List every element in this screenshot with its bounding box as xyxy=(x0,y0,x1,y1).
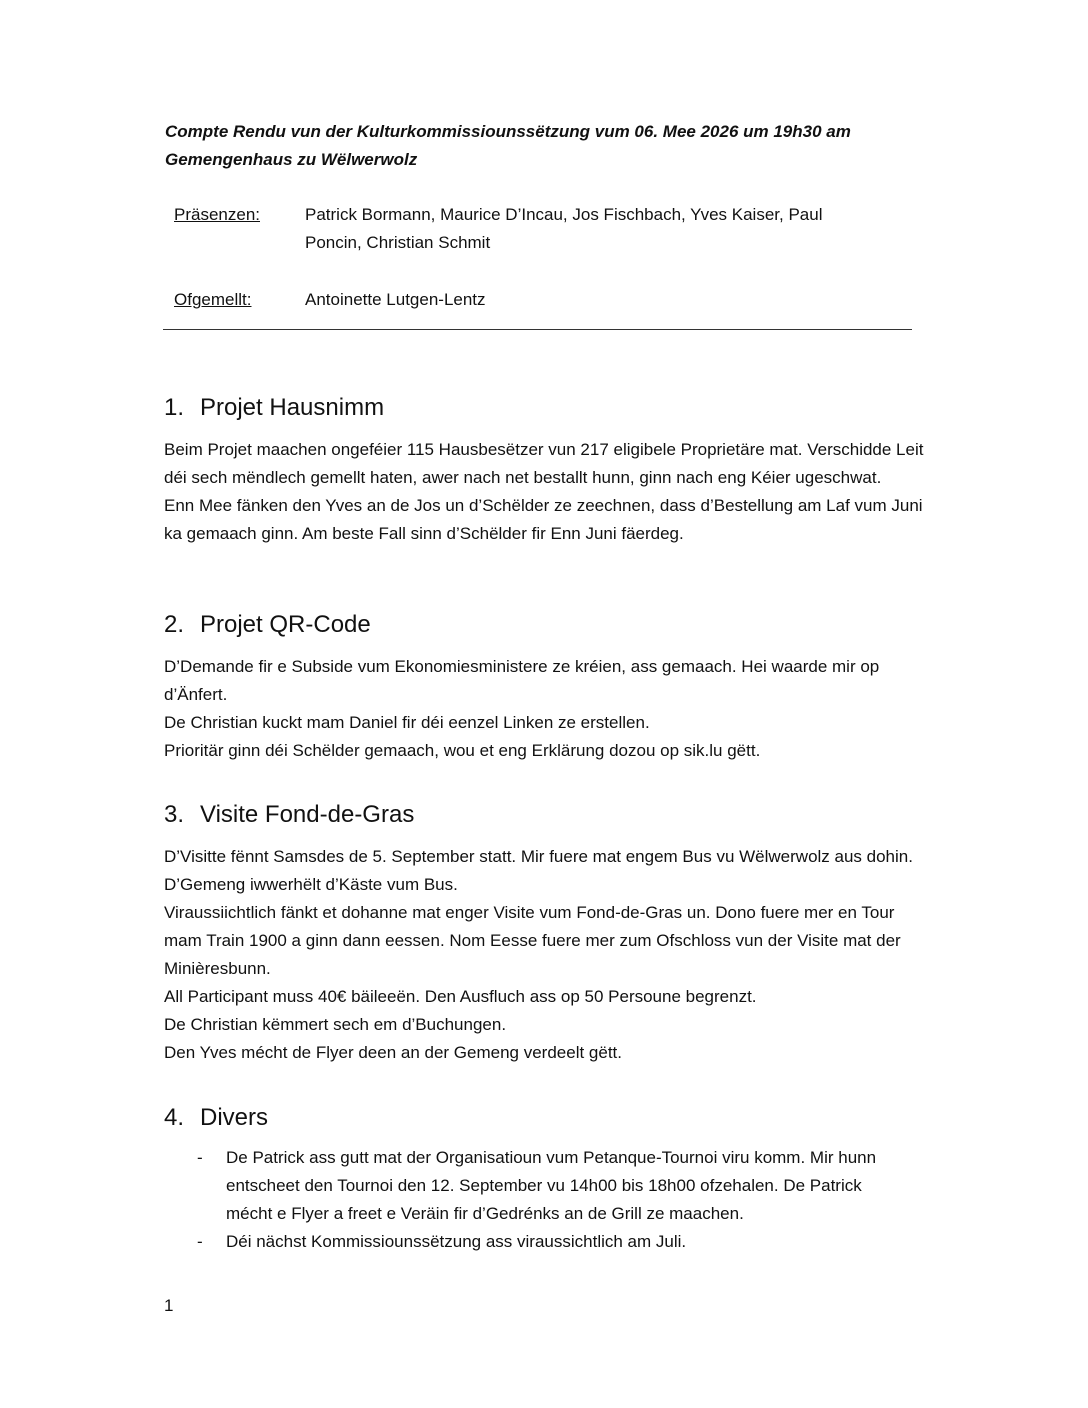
present-label: Präsenzen: xyxy=(174,205,260,224)
section-projet-hausnimm xyxy=(164,393,934,548)
paragraph: D’Demande fir e Subside vum Ekonomiesministere ze kréien, ass gemaach. Hei waarde mir op d’Änfert. xyxy=(164,657,880,704)
section-title: Projet QR-Code xyxy=(200,611,371,638)
section-heading xyxy=(164,610,934,640)
section-number: 1. xyxy=(164,394,185,421)
paragraph: Beim Projet maachen ongeféier 115 Hausbesëtzer vun 217 eligibele Proprietäre mat. Verschidde Leit déi sech mëndlech gemellt haten, awer nach net bestallt hunn, ginn nach eng Kéier ugeschwat. xyxy=(164,440,924,487)
section-title: Projet Hausnimm xyxy=(200,394,385,421)
paragraph: D’Visitte fënnt Samsdes de 5. September statt. Mir fuere mat engem Bus vu Wëlwerwolz aus dohin. D’Gemeng iwwerhëlt d’Käste vum Bus. xyxy=(164,847,913,894)
paragraph: De Christian këmmert sech em d’Buchungen. xyxy=(164,1015,507,1034)
absent-label: Ofgemellt: xyxy=(174,290,252,309)
list-item xyxy=(164,1144,934,1228)
section-number: 3. xyxy=(164,801,185,828)
page-number: 1 xyxy=(164,1296,174,1315)
attendance-absent xyxy=(174,286,865,314)
paragraph: Den Yves mécht de Flyer deen an der Gemeng verdeelt gëtt. xyxy=(164,1043,623,1062)
list-item xyxy=(164,1228,934,1256)
section-divers xyxy=(164,1103,934,1256)
attendance-present xyxy=(174,201,914,257)
paragraph: Enn Mee fänken den Yves an de Jos un d’Schëlder ze zeechnen, dass d’Bestellung am Laf vum Juni ka gemaach ginn. Am beste Fall sinn d’Schëlder fir Enn Juni fäerdeg. xyxy=(164,496,923,543)
section-title: Visite Fond-de-Gras xyxy=(200,801,415,828)
section-heading xyxy=(164,393,934,423)
present-names: Patrick Bormann, Maurice D’Incau, Jos Fischbach, Yves Kaiser, Paul Poncin, Christian Schmit xyxy=(305,205,823,252)
paragraph: All Participant muss 40€ bäileeën. Den Ausfluch ass op 50 Persoune begrenzt. xyxy=(164,987,757,1006)
bullet-marker: - xyxy=(197,1148,203,1167)
section-title: Divers xyxy=(200,1104,269,1131)
section-projet-qr-code xyxy=(164,610,934,765)
list-item-text: Déi nächst Kommissiounssëtzung ass viraussichtlich am Juli. xyxy=(226,1232,687,1251)
absent-names: Antoinette Lutgen-Lentz xyxy=(305,290,486,309)
section-visite-fond-de-gras xyxy=(164,800,934,1067)
section-heading xyxy=(164,1103,934,1133)
list-item-text: De Patrick ass gutt mat der Organisatioun vum Petanque-Tournoi viru komm. Mir hunn entscheet den Tournoi den 12. September vu 14h00 bis 18h00 ofzehalen. De Patrick mécht e Flyer a freet e Veräin fir d’Gedrénks an de Grill ze maachen. xyxy=(226,1148,877,1223)
document-title: Compte Rendu vun der Kulturkommissiounssëtzung vum 06. Mee 2026 um 19h30 am Gemengenhaus zu Wëlwerwolz xyxy=(165,122,851,169)
bullet-marker: - xyxy=(197,1232,203,1251)
paragraph: De Christian kuckt mam Daniel fir déi eenzel Linken ze erstellen. xyxy=(164,713,650,732)
section-number: 2. xyxy=(164,611,185,638)
paragraph: Prioritär ginn déi Schëlder gemaach, wou et eng Erklärung dozou op sik.lu gëtt. xyxy=(164,741,761,760)
header-divider xyxy=(163,329,912,330)
paragraph: Viraussiichtlich fänkt et dohanne mat enger Visite vum Fond-de-Gras un. Dono fuere mer en Tour mam Train 1900 a ginn dann eessen. Nom Eesse fuere mer zum Ofschloss vun der Visite mat der Minièresbunn. xyxy=(164,903,901,978)
section-heading xyxy=(164,800,934,830)
bullet-list xyxy=(164,1144,934,1256)
section-number: 4. xyxy=(164,1104,185,1131)
